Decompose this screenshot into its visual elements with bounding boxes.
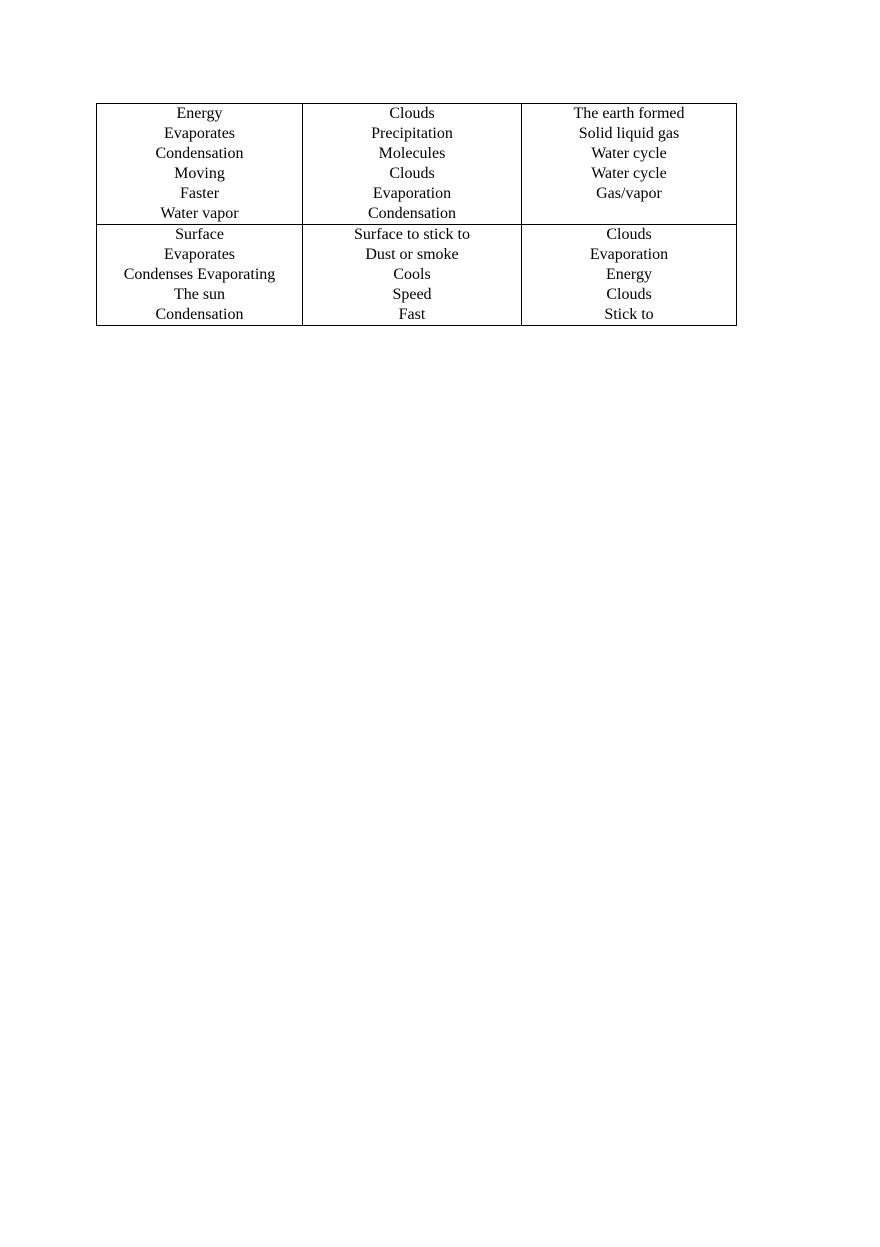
- cell-word: Evaporation: [589, 246, 669, 263]
- cell-word: Evaporates: [163, 246, 236, 263]
- cell-word: Condensation: [368, 205, 456, 222]
- cell-word: Surface: [175, 226, 224, 243]
- table-cell: [303, 225, 522, 326]
- cell-word: Clouds: [389, 165, 435, 182]
- cell-word: Condensation: [155, 145, 244, 162]
- cell-word: Water vapor: [160, 205, 239, 222]
- cell-word: Surface to stick to: [354, 226, 470, 243]
- table-row: [97, 104, 737, 225]
- cell-word: Cools: [393, 266, 431, 283]
- table-cell: [522, 225, 737, 326]
- cell-word: Water cycle: [591, 145, 667, 162]
- table-cell: [303, 104, 522, 225]
- cell-word: Fast: [398, 306, 426, 323]
- table-row: [97, 225, 737, 326]
- table-cell: [97, 225, 303, 326]
- cell-word: Dust or smoke: [365, 246, 459, 263]
- cell-word: Molecules: [378, 145, 446, 162]
- cell-word: Precipitation: [371, 125, 453, 142]
- cell-word: Moving: [174, 165, 225, 182]
- cell-word: Gas/vapor: [596, 185, 662, 202]
- cell-word: Condensation: [155, 306, 244, 323]
- cell-word: Speed: [392, 286, 432, 303]
- table-cell: [522, 104, 737, 225]
- cell-word: Energy: [176, 105, 223, 122]
- cell-word: Energy: [606, 266, 652, 283]
- cell-word: Condenses Evaporating: [123, 266, 276, 283]
- cell-word: Clouds: [606, 286, 652, 303]
- cell-word: Clouds: [606, 226, 652, 243]
- cell-word: The earth formed: [573, 105, 685, 122]
- cell-word: Evaporates: [163, 125, 236, 142]
- word-table: [96, 103, 737, 326]
- cell-word: Stick to: [604, 306, 654, 323]
- cell-word: Solid liquid gas: [578, 125, 680, 142]
- cell-word: The sun: [173, 286, 226, 303]
- cell-word: Water cycle: [591, 165, 667, 182]
- cell-word: Faster: [179, 185, 220, 202]
- cell-word: Clouds: [389, 105, 435, 122]
- cell-word: Evaporation: [372, 185, 452, 202]
- table-cell: [97, 104, 303, 225]
